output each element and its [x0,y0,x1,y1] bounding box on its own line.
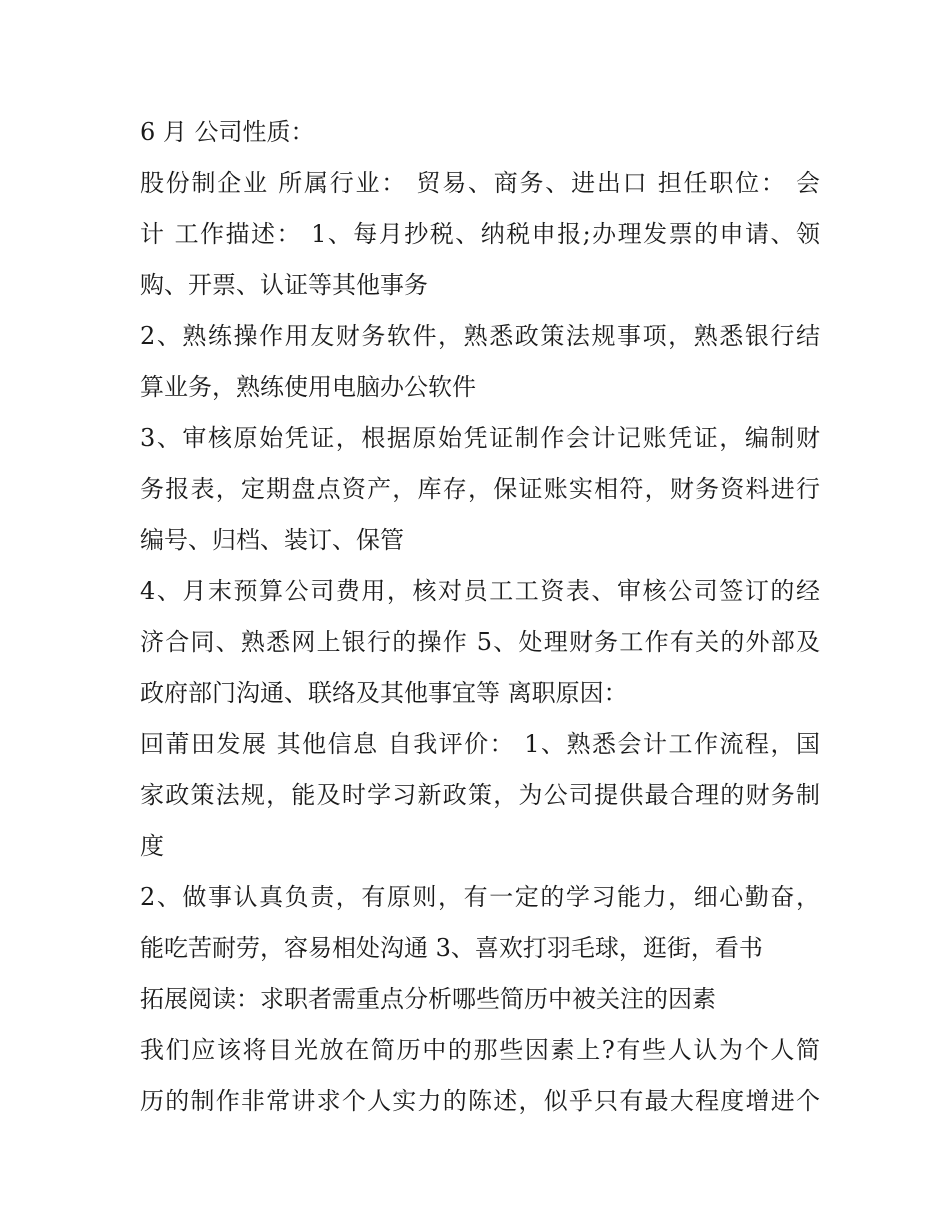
document-body [140,107,820,1127]
text-line: 家政策法规，能及时学习新政策，为公司提供最合理的财务制 [140,781,820,809]
text-line: 济合同、熟悉网上银行的操作 5、处理财务工作有关的外部及 [140,628,820,656]
text-line: 拓展阅读：求职者需重点分析哪些简历中被关注的因素 [140,985,716,1013]
text-line: 算业务，熟练使用电脑办公软件 [140,373,476,401]
text-line: 计 工作描述： 1、每月抄税、纳税申报;办理发票的申请、领 [140,220,820,248]
text-line: 政府部门沟通、联络及其他事宜等 离职原因： [140,679,628,707]
text-line: 回莆田发展 其他信息 自我评价： 1、熟悉会计工作流程，国 [140,730,820,758]
text-line: 4、月末预算公司费用，核对员工工资表、审核公司签订的经 [140,577,820,605]
text-line: 股份制企业 所属行业： 贸易、商务、进出口 担任职位： 会 [140,169,820,197]
text-line: 度 [140,832,164,860]
text-line: 3、审核原始凭证，根据原始凭证制作会计记账凭证，编制财 [140,424,820,452]
text-line: 购、开票、认证等其他事务 [140,271,428,299]
text-line: 6 月 公司性质： [140,118,315,146]
text-line: 2、熟练操作用友财务软件，熟悉政策法规事项，熟悉银行结 [140,322,820,350]
text-line: 务报表，定期盘点资产，库存，保证账实相符，财务资料进行 [140,475,820,503]
text-line: 能吃苦耐劳，容易相处沟通 3、喜欢打羽毛球，逛街，看书 [140,934,763,962]
text-line: 编号、归档、装订、保管 [140,526,404,554]
text-line: 历的制作非常讲求个人实力的陈述，似乎只有最大程度增进个 [140,1087,820,1115]
text-line: 2、做事认真负责，有原则，有一定的学习能力，细心勤奋， [140,883,820,911]
text-line: 我们应该将目光放在简历中的那些因素上?有些人认为个人简 [140,1036,820,1064]
